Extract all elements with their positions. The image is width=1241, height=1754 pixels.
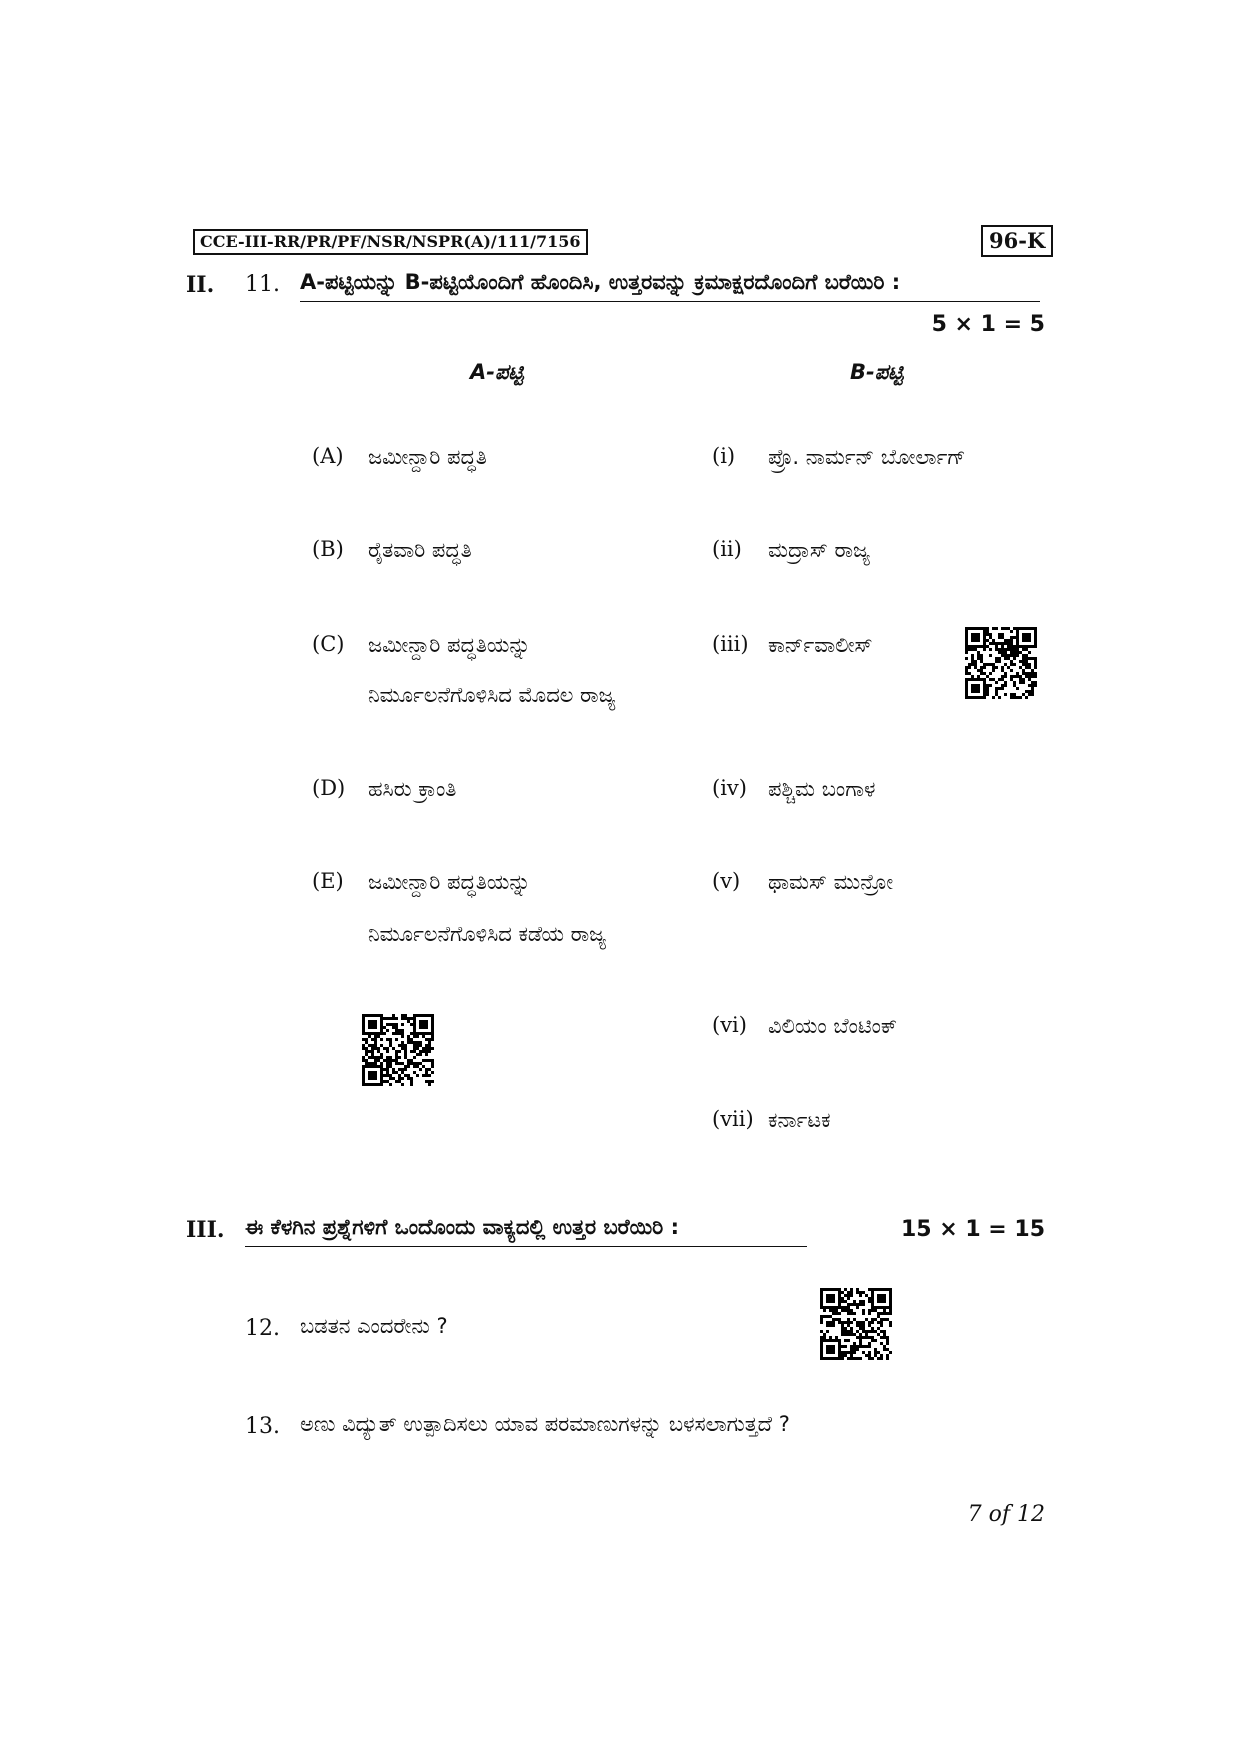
exam-code: CCE-III-RR/PR/PF/NSR/NSPR(A)/111/7156 [193,229,588,255]
column-a-item-line2: ನಿರ್ಮೂಲನೆಗೊಳಿಸಿದ ಮೊದಲ ರಾಜ್ಯ [368,683,616,707]
column-b-label: (vii) [712,1107,754,1131]
column-a-item: ರೈತವಾರಿ ಪದ್ಧತಿ [368,538,472,562]
question-number: 13. [245,1414,280,1439]
question-number: 12. [245,1316,280,1341]
question-text: ಅಣು ವಿದ್ಯುತ್ ಉತ್ಪಾದಿಸಲು ಯಾವ ಪರಮಾಣುಗಳನ್ನು ಬಳಸಲಾಗುತ್ತದೆ ? [300,1412,790,1436]
question-text: ಬಡತನ ಎಂದರೇನು ? [300,1314,448,1338]
column-b-item: ಮದ್ರಾಸ್ ರಾಜ್ಯ [768,538,871,562]
column-b-label: (vi) [712,1013,747,1037]
column-b-label: (v) [712,869,741,893]
section-3-instruction: ಈ ಕೆಳಗಿನ ಪ್ರಶ್ನೆಗಳಿಗೆ ಒಂದೊಂದು ವಾಕ್ಯದಲ್ಲಿ ಉತ್ತರ ಬರೆಯಿರಿ : [245,1215,807,1247]
column-b-label: (iii) [712,632,749,656]
column-a-item-line2: ನಿರ್ಮೂಲನೆಗೊಳಿಸಿದ ಕಡೆಯ ರಾಜ್ಯ [368,922,607,946]
column-a-label: (D) [312,776,346,800]
column-b-item: ಕರ್ನಾಟಕ [768,1108,831,1132]
column-a-item: ಜಮೀನ್ದಾರಿ ಪದ್ಧತಿಯನ್ನು [368,870,531,894]
column-b-item: ವಿಲಿಯಂ ಬೆಂಟಿಂಕ್ [768,1014,898,1038]
page-number: 7 of 12 [967,1502,1045,1527]
section-2-marks: 5 × 1 = 5 [931,312,1045,337]
column-a-label: (C) [312,632,345,656]
column-a-item: ಹಸಿರು ಕ್ರಾಂತಿ [368,777,457,801]
section-2-number: II. [186,272,215,298]
qr-code-icon [820,1288,892,1360]
column-b-item: ಕಾರ್ನ್‌ವಾಲೀಸ್ [768,633,873,657]
question-11-number: 11. [245,272,280,297]
column-b-item: ಪಶ್ಚಿಮ ಬಂಗಾಳ [768,777,876,801]
column-a-label: (B) [312,537,344,561]
section-3-marks: 15 × 1 = 15 [900,1217,1045,1242]
column-a-item: ಜಮೀನ್ದಾರಿ ಪದ್ಧತಿ [368,445,487,469]
qr-code-icon [965,627,1037,699]
column-b-label: (iv) [712,776,747,800]
column-b-label: (i) [712,444,736,468]
section-3-number: III. [186,1217,225,1243]
section-2-instruction: A-ಪಟ್ಟಿಯನ್ನು B-ಪಟ್ಟಿಯೊಂದಿಗೆ ಹೊಂದಿಸಿ, ಉತ್ತರವನ್ನು ಕ್ರಮಾಕ್ಷರದೊಂದಿಗೆ ಬರೆಯಿರಿ : [300,270,1040,302]
column-b-item: ಪ್ರೊ. ನಾರ್ಮನ್ ಬೋರ್ಲಾಗ್ [768,445,966,469]
column-b-item: ಥಾಮಸ್ ಮುನ್ರೋ [768,870,894,894]
column-b-title: B-ಪಟ್ಟಿ [850,360,904,384]
paper-code: 96-K [981,225,1053,257]
column-a-item: ಜಮೀನ್ದಾರಿ ಪದ್ಧತಿಯನ್ನು [368,633,531,657]
column-a-title: A-ಪಟ್ಟಿ [470,360,524,384]
qr-code-icon [362,1014,434,1086]
column-b-label: (ii) [712,537,742,561]
column-a-label: (A) [312,444,344,468]
column-a-label: (E) [312,869,344,893]
